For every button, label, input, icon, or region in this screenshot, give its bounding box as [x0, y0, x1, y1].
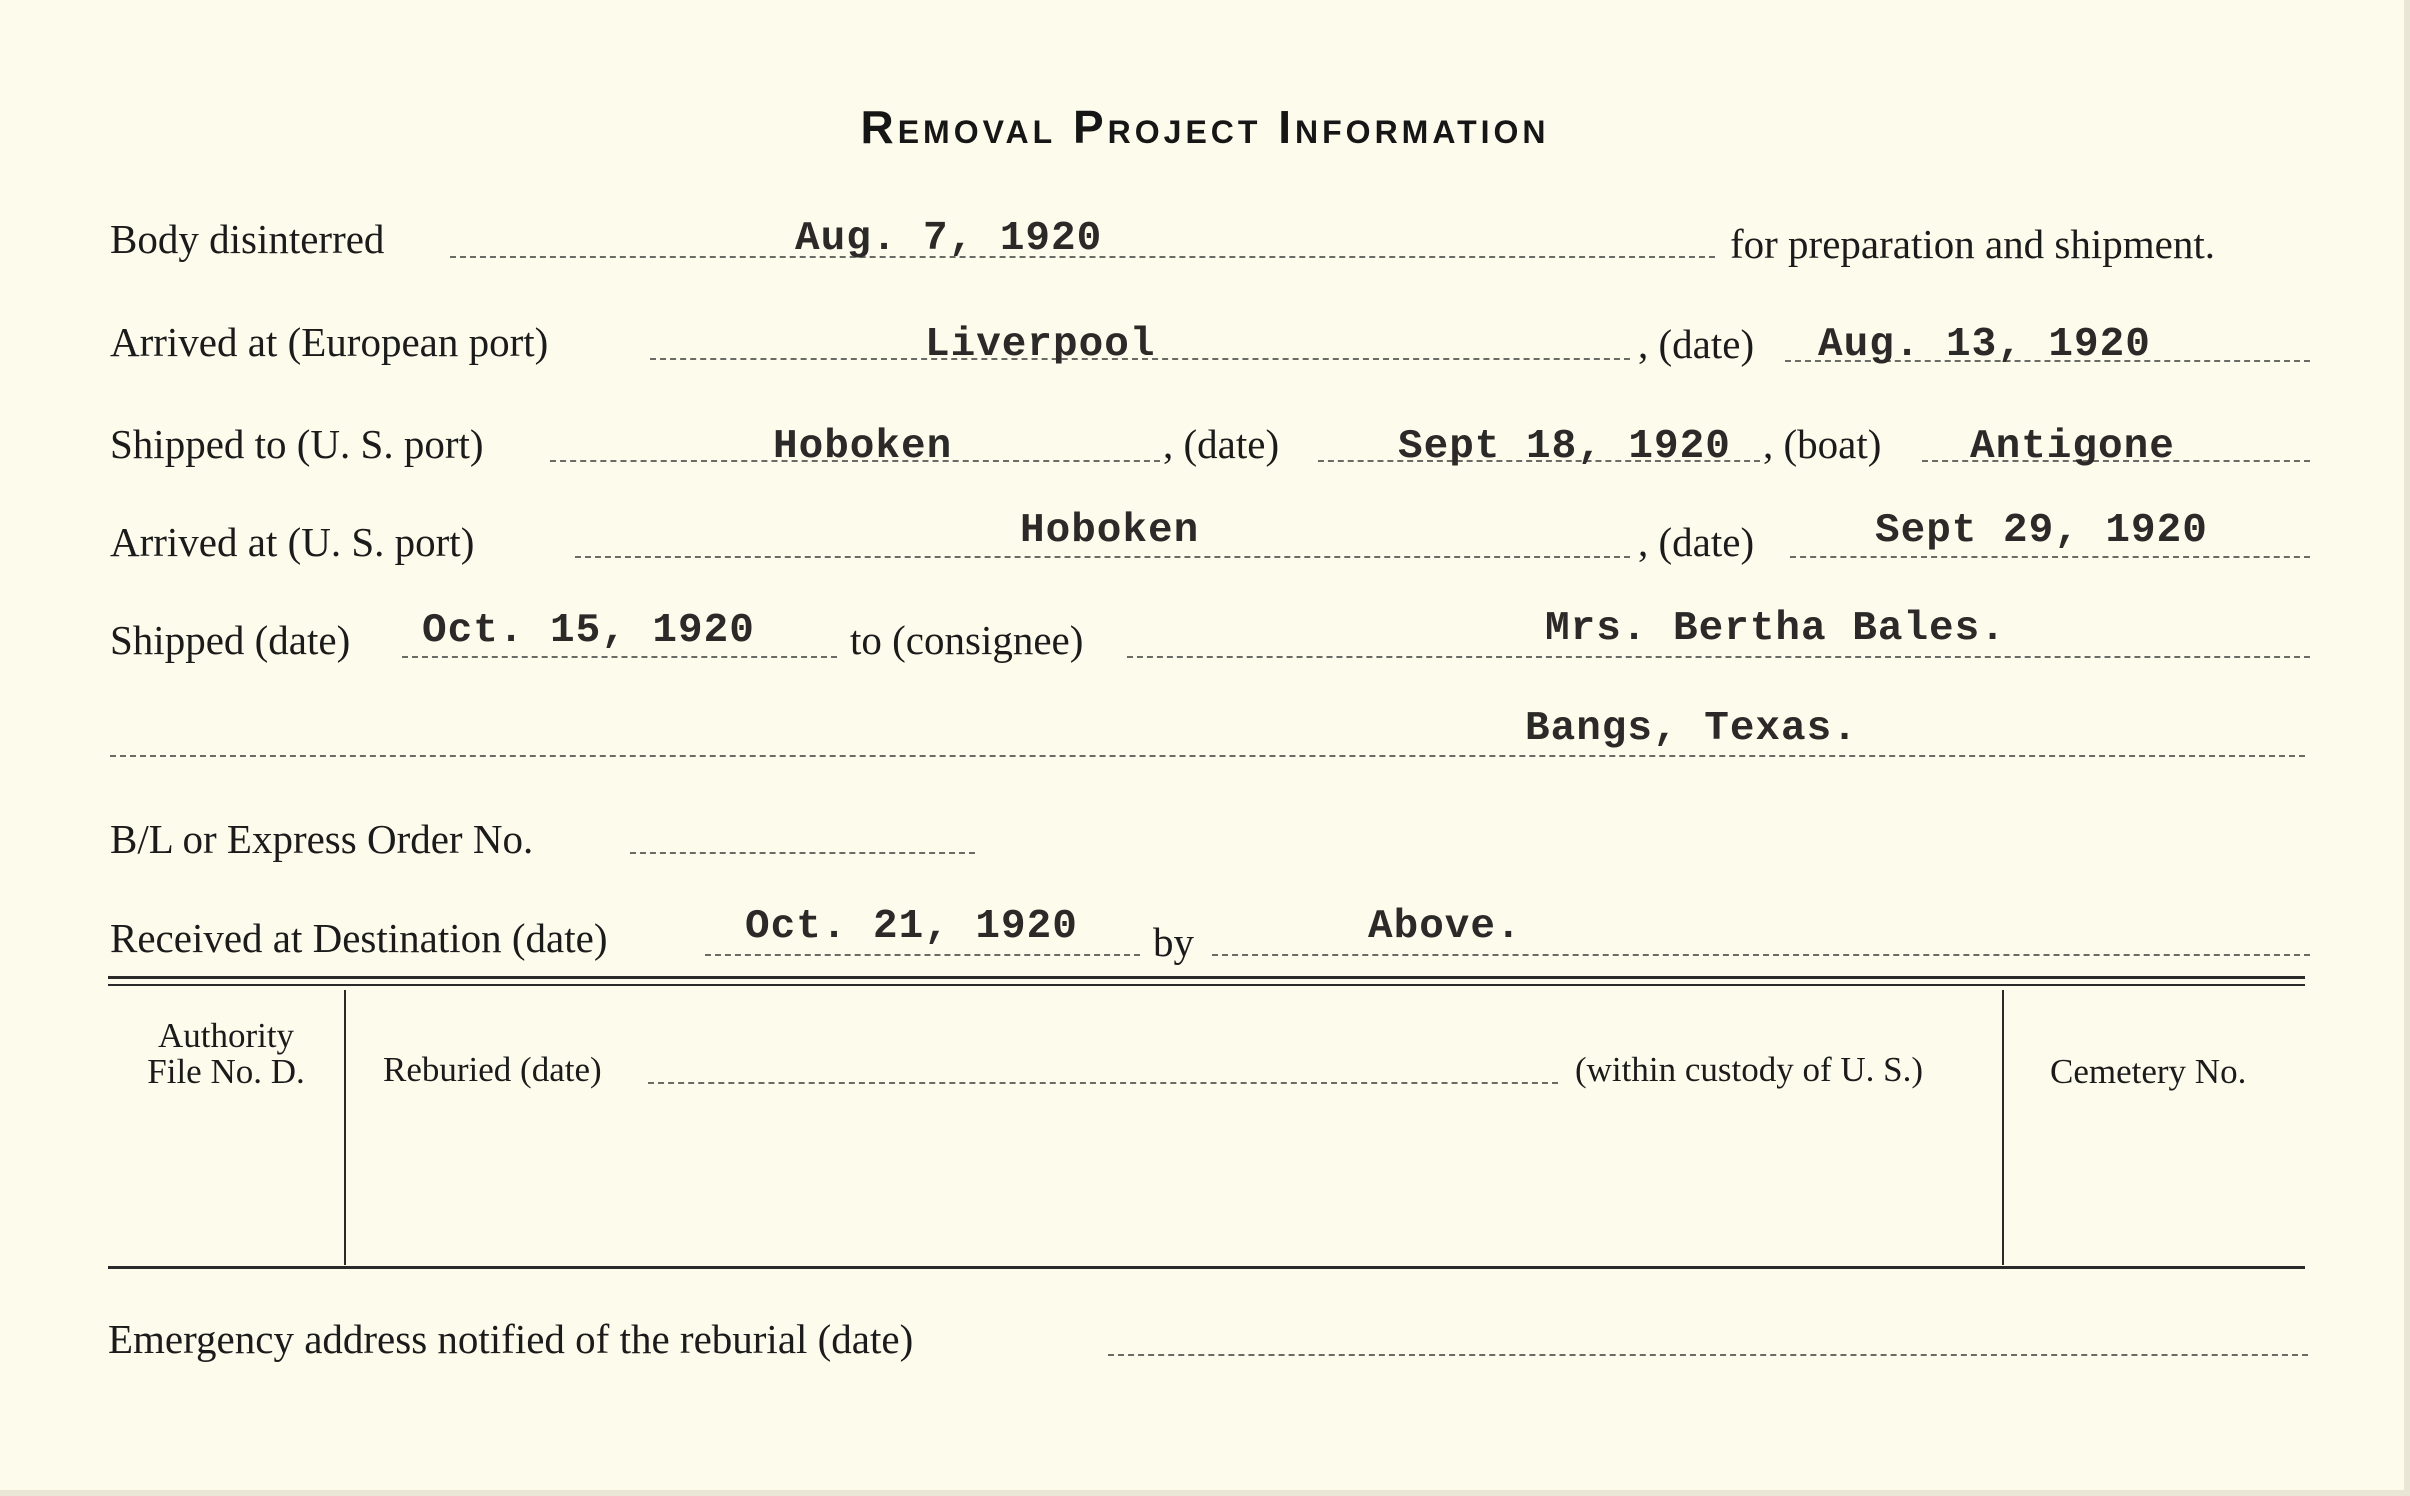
emergency-line — [1108, 1354, 2308, 1356]
received-date-line — [705, 954, 1140, 956]
arrived-us-date-line — [1790, 556, 2310, 558]
reburied-line — [648, 1082, 1558, 1084]
emergency-label: Emergency address notified of the reburial (date) — [108, 1316, 914, 1362]
table-divider-right — [2002, 990, 2004, 1265]
arrived-europe-label: Arrived at (European port) — [110, 319, 549, 365]
shipped-label: Shipped (date) — [110, 617, 351, 663]
authority-label: Authority — [157, 1016, 295, 1055]
table-top-rule-second — [108, 984, 2305, 986]
arrived-us-port: Hoboken — [1020, 508, 1200, 554]
shipped-us-label: Shipped to (U. S. port) — [110, 421, 484, 467]
custody-label: (within custody of U. S.) — [1575, 1050, 1924, 1089]
received-label: Received at Destination (date) — [110, 915, 608, 961]
shipped-us-boat-label: , (boat) — [1763, 421, 1882, 467]
table-top-rule — [108, 976, 2305, 979]
table-bottom-rule — [108, 1266, 2305, 1269]
arrived-us-label: Arrived at (U. S. port) — [110, 519, 475, 565]
shipped-us-port: Hoboken — [773, 424, 953, 470]
shipped-us-date: Sept 18, 1920 — [1398, 424, 1731, 470]
arrived-us-date: Sept 29, 1920 — [1875, 508, 2208, 554]
bl-line — [630, 852, 975, 854]
reburied-label: Reburied (date) — [383, 1050, 602, 1089]
disinterred-label: Body disinterred — [110, 216, 385, 262]
consignee-name: Mrs. Bertha Bales. — [1545, 606, 2006, 652]
received-by-label: by — [1153, 919, 1194, 965]
shipped-us-boat: Antigone — [1970, 424, 2175, 470]
table-divider-left — [344, 990, 346, 1265]
file-no-label: File No. D. — [147, 1052, 305, 1091]
cemetery-label: Cemetery No. — [2050, 1052, 2247, 1091]
form-title: Removal Project Information — [860, 101, 1550, 153]
authority-cell — [110, 1018, 342, 1090]
arrived-europe-date: Aug. 13, 1920 — [1818, 322, 2151, 368]
received-date: Oct. 21, 1920 — [745, 904, 1078, 950]
shipped-date-line — [402, 656, 837, 658]
received-by: Above. — [1368, 904, 1522, 950]
received-by-line — [1212, 954, 2310, 956]
bl-label: B/L or Express Order No. — [110, 816, 534, 862]
address-line — [110, 755, 2305, 757]
arrived-europe-port: Liverpool — [925, 322, 1156, 368]
shipped-date: Oct. 15, 1920 — [422, 608, 755, 654]
consignee-address: Bangs, Texas. — [1525, 706, 1858, 752]
arrived-europe-date-label: , (date) — [1638, 321, 1755, 367]
disinterred-suffix: for preparation and shipment. — [1730, 221, 2216, 267]
arrived-us-port-line — [575, 556, 1630, 558]
shipped-us-date-label: , (date) — [1163, 421, 1280, 467]
consignee-line — [1127, 656, 2310, 658]
consignee-label: to (consignee) — [850, 617, 1084, 663]
arrived-us-date-label: , (date) — [1638, 519, 1755, 565]
disinterred-date: Aug. 7, 1920 — [795, 216, 1103, 262]
